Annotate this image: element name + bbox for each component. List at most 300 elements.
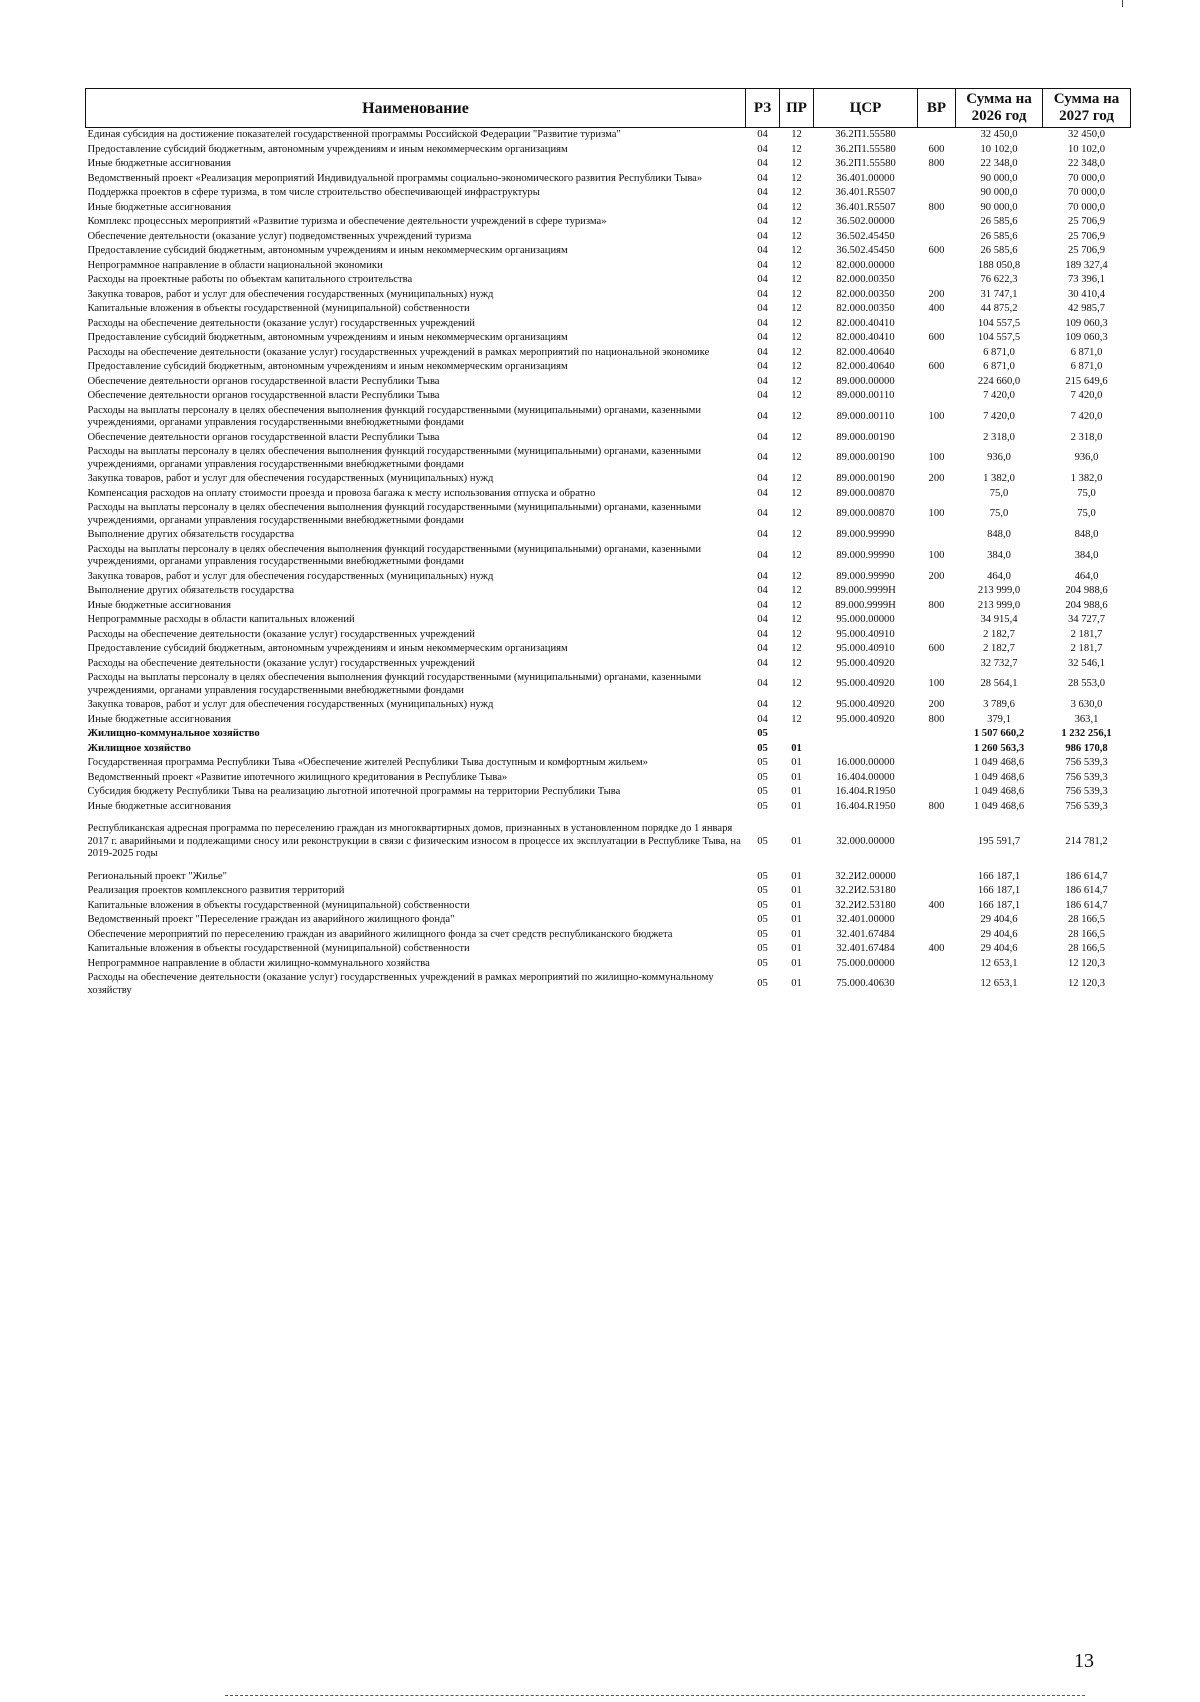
table-row	[86, 431, 1131, 446]
cell-rz: 04	[757, 713, 768, 725]
cell-sum-2027: 75,0	[1077, 487, 1096, 499]
cell-rz: 05	[757, 771, 768, 783]
table-row	[86, 360, 1131, 375]
cell-csr: 89.000.00190	[836, 452, 895, 464]
cell-vr: 800	[928, 158, 945, 169]
table-row	[86, 771, 1131, 786]
cell-name: Поддержка проектов в сфере туризма, в том числе строительство обеспечивающей инфраструктуры	[87, 187, 540, 198]
table-row	[86, 215, 1131, 230]
cell-sum-2027: 73 396,1	[1067, 274, 1106, 285]
table-row	[86, 928, 1131, 943]
table-row	[86, 259, 1131, 274]
table-row	[86, 445, 1131, 472]
cell-sum-2026: 76 622,3	[980, 274, 1018, 285]
cell-sum-2026: 29 404,6	[980, 914, 1018, 925]
cell-name: Компенсация расходов на оплату стоимости проезда и провоза багажа к месту использования отпуска и обратно	[87, 487, 596, 499]
cell-vr	[918, 273, 956, 288]
cell-csr: 89.000.9999Н	[835, 599, 896, 611]
cell-vr	[918, 528, 956, 543]
cell-sum-2026: 32 450,0	[980, 129, 1018, 140]
cell-pr: 01	[791, 885, 802, 896]
cell-vr	[918, 628, 956, 643]
cell-sum-2026: 384,0	[987, 549, 1011, 561]
cell-sum-2026: 213 999,0	[977, 599, 1021, 611]
cell-vr	[918, 346, 956, 361]
cell-vr	[918, 862, 956, 885]
cell-vr	[918, 215, 956, 230]
cell-sum-2027: 3 630,0	[1070, 699, 1103, 710]
cell-csr: 36.502.45450	[836, 245, 895, 256]
cell-rz: 04	[757, 346, 768, 358]
cell-name: Ведомственный проект «Реализация мероприятий Индивидуальной программы социально-экономического развития Республики Тыва»	[87, 172, 703, 184]
cell-csr: 32.401.67484	[836, 943, 895, 954]
cell-name: Иные бюджетные ассигнования	[87, 713, 231, 725]
cell-vr: 100	[928, 508, 945, 520]
cell-vr	[918, 389, 956, 404]
cell-sum-2027: 28 553,0	[1067, 678, 1106, 690]
cell-sum-2027: 186 614,7	[1065, 899, 1108, 911]
cell-rz: 04	[757, 585, 768, 596]
table-row	[86, 628, 1131, 643]
table-row	[86, 331, 1131, 346]
cell-vr	[918, 172, 956, 187]
cell-sum-2027: 42 985,7	[1067, 303, 1106, 314]
cell-csr: 89.000.00190	[836, 473, 895, 484]
cell-vr	[918, 186, 956, 201]
table-row	[86, 288, 1131, 303]
cell-pr: 12	[791, 158, 802, 169]
cell-sum-2026: 7 420,0	[983, 410, 1015, 422]
cell-name: Капитальные вложения в объекты государственной (муниципальной) собственности	[87, 943, 470, 954]
cell-sum-2027: 7 420,0	[1070, 410, 1103, 422]
table-row	[86, 346, 1131, 361]
cell-vr	[918, 128, 956, 143]
cell-vr: 600	[928, 643, 945, 654]
cell-pr: 12	[791, 245, 802, 256]
cell-sum-2026: 90 000,0	[980, 187, 1018, 198]
table-row	[86, 785, 1131, 800]
cell-csr: 89.000.00870	[836, 487, 895, 499]
cell-vr	[918, 957, 956, 972]
cell-csr: 36.401.00000	[836, 172, 895, 184]
cell-csr: 36.401.R5507	[835, 201, 896, 213]
cell-rz: 04	[757, 549, 768, 561]
header-pr: ПР	[780, 89, 814, 128]
cell-rz: 04	[757, 303, 768, 314]
cell-sum-2027: 70 000,0	[1067, 172, 1106, 184]
cell-sum-2026: 166 187,1	[977, 870, 1021, 882]
cell-pr: 12	[791, 529, 802, 540]
cell-sum-2027: 30 410,4	[1067, 288, 1106, 300]
cell-name: Выполнение других обязательств государства	[87, 585, 295, 596]
cell-rz: 04	[757, 431, 768, 443]
table-row	[86, 942, 1131, 957]
cell-sum-2027: 204 988,6	[1065, 599, 1108, 611]
cell-csr: 89.000.00000	[836, 375, 895, 387]
cell-csr: 89.000.00110	[836, 410, 895, 422]
table-row	[86, 814, 1131, 862]
cell-pr: 01	[791, 914, 802, 925]
cell-name: Жилищное хозяйство	[87, 742, 191, 754]
cell-vr	[918, 928, 956, 943]
cell-vr	[918, 771, 956, 786]
cell-csr: 16.404.R1950	[835, 800, 896, 812]
cell-pr: 12	[791, 643, 802, 654]
cell-name: Республиканская адресная программа по переселению граждан из многоквартирных домов, признанных в установленном порядке до 1 января 2017 г. аварийными и подлежащими сносу или реконструкции в связи с физическим износом в процессе их эксплуатации в Республике Тыва, на 2019-2025 годы	[87, 823, 741, 859]
header-sum-2027: Сумма на 2027 год	[1043, 89, 1131, 128]
cell-vr: 100	[928, 410, 945, 422]
cell-name: Обеспечение деятельности органов государственной власти Республики Тыва	[87, 375, 440, 387]
cell-sum-2026: 31 747,1	[980, 288, 1018, 300]
cell-sum-2026: 1 049 468,6	[973, 786, 1025, 797]
cell-rz: 05	[757, 835, 768, 847]
cell-pr: 12	[791, 230, 802, 242]
cell-name: Капитальные вложения в объекты государственной (муниципальной) собственности	[87, 303, 470, 314]
cell-name: Расходы на проектные работы по объектам капитального строительства	[87, 274, 413, 285]
cell-vr: 400	[928, 899, 945, 911]
cell-name: Региональный проект "Жилье"	[87, 870, 227, 882]
cell-name: Расходы на обеспечение деятельности (оказание услуг) государственных учреждений в рамках мероприятий по национальной экономике	[87, 346, 710, 358]
cell-pr: 12	[791, 508, 802, 520]
cell-sum-2027: 186 614,7	[1065, 870, 1108, 882]
cell-pr: 12	[791, 346, 802, 358]
cell-rz: 05	[757, 928, 768, 940]
cell-rz: 05	[757, 885, 768, 896]
cell-csr: 16.404.00000	[836, 771, 895, 783]
cell-pr: 12	[791, 317, 802, 329]
cell-sum-2026: 224 660,0	[977, 375, 1021, 387]
cell-sum-2026: 166 187,1	[977, 899, 1021, 911]
cell-pr: 12	[791, 570, 802, 582]
table-row	[86, 201, 1131, 216]
cell-name: Предоставление субсидий бюджетным, автономным учреждениям и иным некоммерческим организациям	[87, 643, 568, 654]
cell-pr: 12	[791, 614, 802, 625]
cell-sum-2026: 75,0	[989, 508, 1009, 520]
cell-name: Предоставление субсидий бюджетным, автономным учреждениям и иным некоммерческим организациям	[87, 143, 568, 155]
cell-rz: 04	[757, 201, 768, 213]
cell-rz: 04	[757, 643, 768, 654]
cell-vr	[918, 884, 956, 899]
cell-csr: 82.000.00350	[836, 303, 895, 314]
cell-vr: 600	[928, 332, 945, 343]
cell-csr: 36.2П1.55580	[835, 129, 896, 140]
cell-sum-2026: 26 585,6	[980, 245, 1018, 256]
cell-sum-2026: 26 585,6	[980, 230, 1018, 242]
cell-sum-2026: 1 260 563,3	[973, 742, 1025, 754]
cell-pr: 12	[791, 585, 802, 596]
cell-sum-2026: 1 049 468,6	[973, 771, 1025, 783]
cell-pr: 12	[791, 549, 802, 561]
cell-pr: 12	[791, 172, 802, 184]
cell-name: Закупка товаров, работ и услуг для обеспечения государственных (муниципальных) нужд	[87, 473, 494, 484]
cell-vr	[918, 230, 956, 245]
cell-name: Государственная программа Республики Тыва «Обеспечение жителей Республики Тыва доступным и комфортным жильем»	[87, 757, 648, 768]
cell-rz: 04	[757, 288, 768, 300]
budget-table	[85, 88, 1131, 998]
cell-sum-2026: 90 000,0	[980, 201, 1018, 213]
cell-pr: 12	[791, 390, 802, 401]
cell-name: Капитальные вложения в объекты государственной (муниципальной) собственности	[87, 899, 470, 911]
table-row	[86, 375, 1131, 390]
cell-name: Непрограммное направление в области национальной экономики	[87, 259, 383, 271]
table-row	[86, 230, 1131, 245]
table-row	[86, 501, 1131, 528]
cell-vr: 800	[928, 599, 945, 611]
cell-name: Предоставление субсидий бюджетным, автономным учреждениям и иным некоммерческим организациям	[87, 332, 568, 343]
cell-sum-2026: 32 732,7	[980, 657, 1018, 669]
cell-vr: 200	[928, 570, 945, 582]
cell-sum-2027: 12 120,3	[1067, 957, 1106, 969]
cell-csr: 16.000.00000	[836, 757, 895, 768]
cell-rz: 05	[757, 978, 768, 990]
cell-pr: 12	[791, 657, 802, 669]
cell-rz: 04	[757, 628, 768, 640]
cell-pr: 01	[791, 835, 802, 847]
cell-rz: 04	[757, 172, 768, 184]
cell-sum-2026: 90 000,0	[980, 172, 1018, 184]
cell-name: Ведомственный проект «Развитие ипотечного жилищного кредитования в Республике Тыва»	[87, 771, 508, 783]
table-row	[86, 756, 1131, 771]
cell-pr: 12	[791, 699, 802, 710]
cell-sum-2027: 28 166,5	[1067, 943, 1106, 954]
table-row	[86, 884, 1131, 899]
scan-corner-mark	[1122, 0, 1123, 7]
cell-pr: 12	[791, 487, 802, 499]
cell-name: Иные бюджетные ассигнования	[87, 599, 231, 611]
cell-sum-2027: 10 102,0	[1067, 143, 1106, 155]
cell-pr: 12	[791, 599, 802, 611]
cell-rz: 04	[757, 508, 768, 520]
table-row	[86, 389, 1131, 404]
table-row	[86, 487, 1131, 502]
cell-csr: 95.000.40920	[836, 678, 895, 690]
table-row	[86, 273, 1131, 288]
cell-sum-2027: 464,0	[1074, 570, 1099, 582]
cell-sum-2027: 756 539,3	[1065, 786, 1108, 797]
table-row	[86, 404, 1131, 431]
cell-csr: 32.000.00000	[836, 835, 895, 847]
table-row	[86, 543, 1131, 570]
cell-vr	[918, 971, 956, 998]
cell-name: Расходы на обеспечение деятельности (оказание услуг) государственных учреждений	[87, 628, 475, 640]
cell-csr: 89.000.99990	[836, 549, 895, 561]
cell-name: Субсидия бюджету Республики Тыва на реализацию льготной ипотечной программы на территории Республики Тыва	[87, 786, 621, 797]
cell-sum-2026: 2 182,7	[983, 643, 1015, 654]
cell-sum-2026: 6 871,0	[983, 346, 1015, 358]
cell-csr: 36.502.45450	[836, 230, 895, 242]
header-csr: ЦСР	[814, 89, 918, 128]
cell-name: Предоставление субсидий бюджетным, автономным учреждениям и иным некоммерческим организациям	[87, 245, 568, 256]
cell-sum-2026: 28 564,1	[980, 678, 1018, 690]
cell-pr: 12	[791, 713, 802, 725]
cell-csr: 89.000.00190	[836, 431, 895, 443]
table-row	[86, 528, 1131, 543]
cell-name: Расходы на выплаты персоналу в целях обеспечения выполнения функций государственными (муниципальными) органами, казенными учреждениями, органами управления государственными внебюджетными фондами	[87, 672, 702, 696]
table-row	[86, 971, 1131, 998]
cell-pr: 12	[791, 361, 802, 372]
table-row	[86, 642, 1131, 657]
cell-vr: 400	[928, 303, 945, 314]
cell-name: Непрограммное направление в области жилищно-коммунального хозяйства	[87, 957, 430, 969]
cell-pr: 12	[791, 332, 802, 343]
cell-sum-2027: 1 232 256,1	[1061, 728, 1112, 739]
cell-rz: 05	[757, 914, 768, 925]
cell-vr: 100	[928, 452, 945, 464]
table-row	[86, 172, 1131, 187]
cell-sum-2026: 34 915,4	[980, 614, 1018, 625]
cell-csr: 32.401.00000	[836, 914, 895, 925]
cell-sum-2027: 186 614,7	[1065, 885, 1108, 896]
cell-name: Жилищно-коммунальное хозяйство	[87, 728, 260, 739]
cell-rz: 04	[757, 317, 768, 329]
cell-vr	[918, 756, 956, 771]
table-row	[86, 584, 1131, 599]
cell-vr: 800	[928, 713, 945, 725]
cell-vr	[918, 657, 956, 672]
table-row	[86, 742, 1131, 757]
header-vr: ВР	[918, 89, 956, 128]
cell-sum-2027: 28 166,5	[1067, 914, 1106, 925]
cell-sum-2027: 22 348,0	[1067, 158, 1106, 169]
cell-pr: 01	[791, 786, 802, 797]
cell-sum-2026: 379,1	[987, 713, 1011, 725]
cell-vr	[918, 375, 956, 390]
cell-name: Непрограммные расходы в области капитальных вложений	[87, 614, 355, 625]
table-row	[86, 599, 1131, 614]
cell-vr	[918, 814, 956, 862]
cell-csr: 82.000.40640	[836, 361, 895, 372]
table-row	[86, 957, 1131, 972]
cell-vr: 800	[928, 800, 945, 812]
cell-sum-2026: 464,0	[987, 570, 1011, 582]
cell-rz: 04	[757, 473, 768, 484]
cell-sum-2026: 104 557,5	[977, 317, 1021, 329]
cell-rz: 05	[757, 957, 768, 969]
cell-rz: 05	[757, 728, 768, 739]
cell-pr: 01	[791, 800, 802, 812]
table-row	[86, 698, 1131, 713]
cell-rz: 04	[757, 158, 768, 169]
cell-rz: 04	[757, 375, 768, 387]
table-row	[86, 472, 1131, 487]
cell-vr: 600	[928, 361, 945, 372]
cell-sum-2027: 936,0	[1074, 452, 1099, 464]
cell-sum-2026: 6 871,0	[983, 361, 1015, 372]
cell-name: Обеспечение деятельности (оказание услуг) подведомственных учреждений туризма	[87, 230, 472, 242]
cell-vr	[918, 584, 956, 599]
cell-csr: 32.2И2.00000	[835, 870, 896, 882]
cell-csr: 82.000.40410	[836, 317, 895, 329]
cell-name: Расходы на обеспечение деятельности (оказание услуг) государственных учреждений в рамках мероприятий по жилищно-коммунальному хозяйству	[87, 972, 714, 996]
cell-csr: 95.000.40910	[836, 643, 895, 654]
cell-sum-2026: 12 653,1	[980, 978, 1018, 990]
cell-vr: 200	[928, 473, 945, 484]
table-row	[86, 317, 1131, 332]
table-row	[86, 570, 1131, 585]
cell-vr: 200	[928, 288, 945, 300]
cell-sum-2027: 214 781,2	[1065, 835, 1108, 847]
cell-sum-2027: 2 318,0	[1070, 431, 1103, 443]
cell-name: Единая субсидия на достижение показателей государственной программы Российской Федерации "Развитие туризма"	[87, 129, 621, 140]
cell-csr: 89.000.00870	[836, 508, 895, 520]
cell-rz: 05	[757, 742, 768, 754]
cell-sum-2027: 2 181,7	[1070, 628, 1103, 640]
cell-rz: 04	[757, 657, 768, 669]
table-row	[86, 157, 1131, 172]
cell-sum-2026: 195 591,7	[977, 835, 1021, 847]
cell-sum-2027: 25 706,9	[1067, 230, 1106, 242]
cell-csr: 32.2И2.53180	[835, 899, 896, 911]
cell-sum-2026: 1 507 660,2	[973, 728, 1025, 739]
cell-sum-2026: 1 049 468,6	[973, 800, 1025, 812]
cell-pr: 12	[791, 628, 802, 640]
cell-rz: 04	[757, 678, 768, 690]
cell-vr	[918, 742, 956, 757]
cell-sum-2026: 936,0	[987, 452, 1011, 464]
table-row	[86, 613, 1131, 628]
cell-csr: 95.000.40920	[836, 699, 895, 710]
header-name: Наименование	[86, 89, 746, 128]
cell-sum-2027: 756 539,3	[1065, 757, 1108, 768]
table-row	[86, 913, 1131, 928]
cell-sum-2027: 109 060,3	[1065, 332, 1108, 343]
cell-pr: 12	[791, 410, 802, 422]
cell-pr	[780, 727, 814, 742]
cell-pr: 12	[791, 303, 802, 314]
cell-rz: 04	[757, 410, 768, 422]
cell-vr: 600	[928, 143, 945, 155]
cell-pr: 12	[791, 187, 802, 198]
cell-csr: 89.000.99990	[836, 529, 895, 540]
cell-csr: 82.000.00350	[836, 274, 895, 285]
cell-csr: 82.000.00000	[836, 259, 895, 271]
cell-name: Обеспечение мероприятий по переселению граждан из аварийного жилищного фонда за счет средств республиканского бюджета	[87, 928, 673, 940]
cell-rz: 04	[757, 332, 768, 343]
cell-sum-2026: 7 420,0	[983, 390, 1015, 401]
cell-rz: 04	[757, 259, 768, 271]
cell-vr	[918, 613, 956, 628]
cell-name: Расходы на обеспечение деятельности (оказание услуг) государственных учреждений	[87, 657, 475, 669]
cell-csr: 75.000.40630	[836, 978, 895, 990]
cell-rz: 05	[757, 786, 768, 797]
cell-csr: 82.000.40640	[836, 346, 895, 358]
cell-vr	[918, 431, 956, 446]
cell-vr: 400	[928, 943, 945, 954]
cell-pr: 01	[791, 978, 802, 990]
cell-rz: 04	[757, 274, 768, 285]
cell-vr	[918, 259, 956, 274]
cell-csr	[814, 727, 918, 742]
cell-name: Реализация проектов комплексного развития территорий	[87, 885, 345, 896]
page-number: 13	[1074, 1650, 1094, 1672]
table-row	[86, 128, 1131, 143]
cell-csr: 36.2П1.55580	[835, 158, 896, 169]
cell-pr: 12	[791, 274, 802, 285]
cell-vr	[918, 785, 956, 800]
cell-name: Иные бюджетные ассигнования	[87, 800, 231, 812]
cell-csr: 82.000.00350	[836, 288, 895, 300]
table-row	[86, 671, 1131, 698]
cell-rz: 04	[757, 129, 768, 140]
cell-name: Выполнение других обязательств государства	[87, 529, 295, 540]
cell-csr: 82.000.40410	[836, 332, 895, 343]
cell-vr	[918, 727, 956, 742]
table-row	[86, 862, 1131, 885]
cell-pr: 01	[791, 771, 802, 783]
cell-rz: 04	[757, 187, 768, 198]
cell-csr: 95.000.40910	[836, 628, 895, 640]
cell-vr	[918, 487, 956, 502]
